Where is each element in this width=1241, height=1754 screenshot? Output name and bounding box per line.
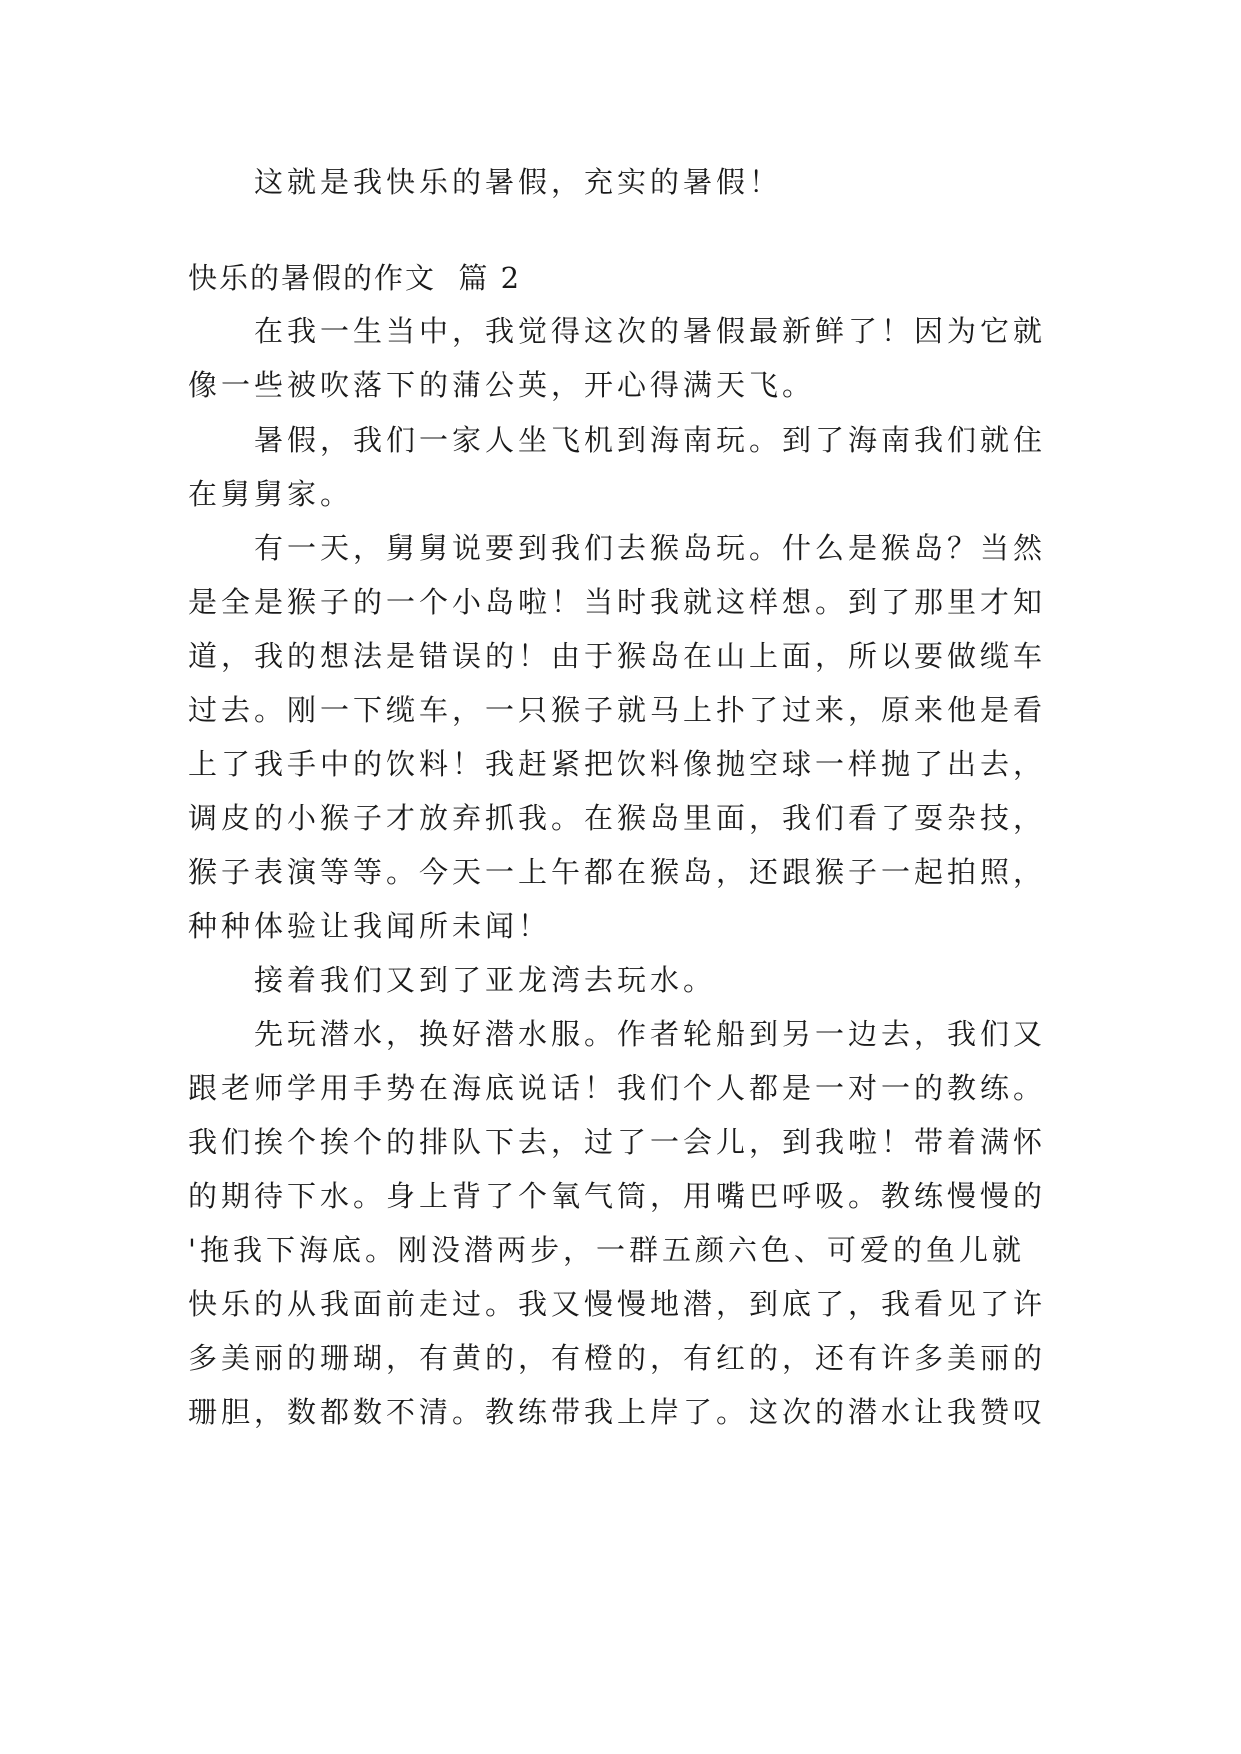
- paragraph-line: 接着我们又到了亚龙湾去玩水。: [254, 963, 717, 997]
- paragraph-line: 珊胆，数都数不清。教练带我上岸了。这次的潜水让我赞叹: [188, 1395, 1047, 1429]
- paragraph-line: 在我一生当中，我觉得这次的暑假最新鲜了！因为它就: [254, 314, 1047, 348]
- paragraph-line: 我们挨个挨个的排队下去，过了一会儿，到我啦！带着满怀: [188, 1125, 1047, 1159]
- paragraph-line: 暑假，我们一家人坐飞机到海南玩。到了海南我们就住: [254, 423, 1047, 457]
- paragraph-line: 先玩潜水，换好潜水服。作者轮船到另一边去，我们又: [254, 1017, 1047, 1051]
- paragraph-line: 有一天，舅舅说要到我们去猴岛玩。什么是猴岛？当然: [254, 531, 1047, 565]
- essay-title: 快乐的暑假的作文 篇 2: [188, 261, 522, 295]
- paragraph-line: 快乐的从我面前走过。我又慢慢地潜，到底了，我看见了许: [188, 1287, 1047, 1321]
- paragraph-line: 跟老师学用手势在海底说话！我们个人都是一对一的教练。: [188, 1071, 1047, 1105]
- paragraph-line: 上了我手中的饮料！我赶紧把饮料像抛空球一样抛了出去，: [188, 747, 1047, 781]
- closing-sentence: 这就是我快乐的暑假，充实的暑假！: [254, 165, 783, 199]
- paragraph-line: 多美丽的珊瑚，有黄的，有橙的，有红的，还有许多美丽的: [188, 1341, 1047, 1375]
- paragraph-line: 调皮的小猴子才放弃抓我。在猴岛里面，我们看了耍杂技，: [188, 801, 1047, 835]
- paragraph-line: 的期待下水。身上背了个氧气筒，用嘴巴呼吸。教练慢慢的: [188, 1179, 1047, 1213]
- paragraph-line: 在舅舅家。: [188, 477, 354, 511]
- paragraph-line: 是全是猴子的一个小岛啦！当时我就这样想。到了那里才知: [188, 585, 1047, 619]
- paragraph-line: 像一些被吹落下的蒲公英，开心得满天飞。: [188, 368, 816, 402]
- paragraph-line: 种种体验让我闻所未闻！: [188, 909, 552, 943]
- paragraph-line: 道，我的想法是错误的！由于猴岛在山上面，所以要做缆车: [188, 639, 1047, 673]
- paragraph-line: 猴子表演等等。今天一上午都在猴岛，还跟猴子一起拍照，: [188, 855, 1047, 889]
- paragraph-line: 过去。刚一下缆车，一只猴子就马上扑了过来，原来他是看: [188, 693, 1047, 727]
- paragraph-line: '拖我下海底。刚没潜两步，一群五颜六色、可爱的鱼儿就: [188, 1233, 1025, 1267]
